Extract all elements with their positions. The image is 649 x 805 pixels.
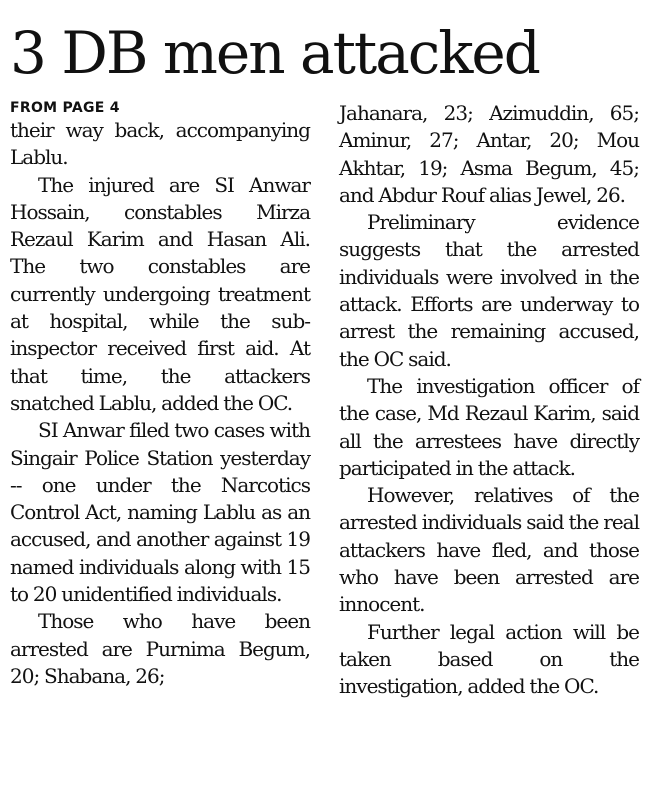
article-column-right bbox=[339, 100, 639, 701]
headline: 3 DB men attacked bbox=[10, 19, 539, 87]
paragraph: Jahanara, 23; Azimuddin, 65; Aminur, 27; Antar, 20; Mou Akhtar, 19; Asma Begum, 45; and Abdur Rouf alias Jewel, 26. bbox=[339, 101, 639, 207]
paragraph: The investigation officer of the case, Md Rezaul Karim, said all the arrestees have directly participated in the attack. bbox=[339, 373, 639, 480]
paragraph: Preliminary evidence suggests that the arrested individuals were involved in the attack. Efforts are underway to arrest the remaining accused, the OC said. bbox=[339, 210, 639, 371]
paragraph: The injured are SI Anwar Hossain, constables Mirza Rezaul Karim and Hasan Ali. The two constables are currently undergoing treatment at hospital, while the sub-inspector received first aid. At that time, the attackers snatched Lablu, added the OC. bbox=[10, 172, 310, 415]
paragraph: Those who have been arrested are Purnima Begum, 20; Shabana, 26; bbox=[10, 609, 310, 688]
paragraph: their way back, accompanying Lablu. bbox=[10, 118, 310, 170]
continuation-kicker: FROM PAGE 4 bbox=[10, 100, 120, 116]
paragraph: Further legal action will be taken based on the investigation, added the OC. bbox=[339, 619, 639, 699]
paragraph: SI Anwar filed two cases with Singair Police Station yesterday -- one under the Narcotics Control Act, naming Lablu as an accused, and another against 19 named individuals along with 15 to 20 unidentified individuals. bbox=[10, 418, 310, 607]
article-column-left bbox=[10, 100, 310, 690]
paragraph: However, relatives of the arrested individuals said the real attackers have fled, and those who have been arrested are innocent. bbox=[339, 483, 639, 617]
